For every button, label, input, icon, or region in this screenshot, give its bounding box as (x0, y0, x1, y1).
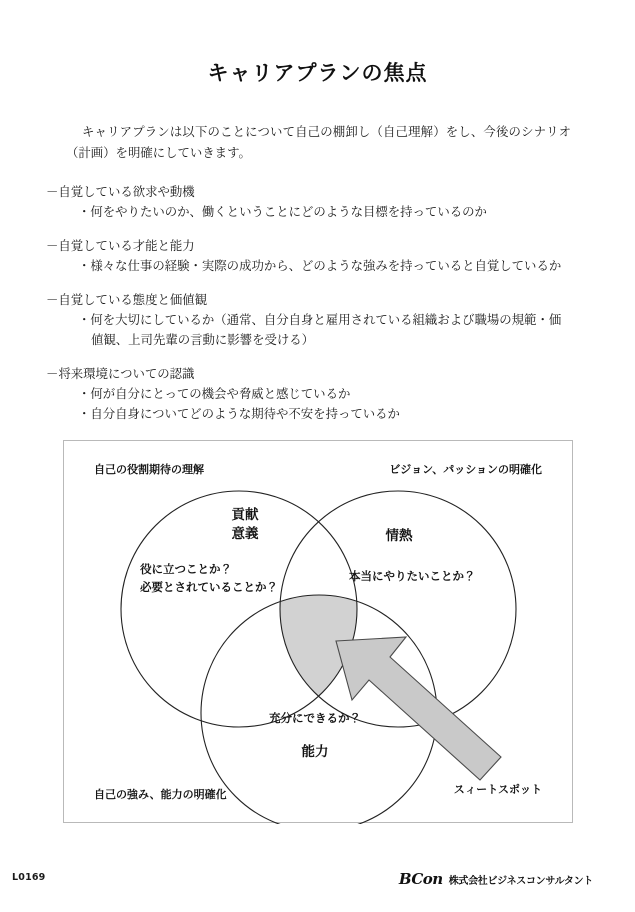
label-bottom-left: 自己の強み、能力の明確化 (94, 788, 227, 801)
circle-ability-question-1: 充分にできるか？ (269, 711, 361, 725)
section-items (46, 310, 591, 350)
list-item-text: ・様々な仕事の経験・実際の成功から、どのような強みを持っていると自覚しているか (78, 259, 562, 273)
page-footer (0, 870, 635, 890)
section-items (46, 256, 591, 276)
intro-paragraph: キャリアプランは以下のことについて自己の棚卸し（自己理解）をし、今後のシナリオ（計画）を明確にしていきます。 (66, 125, 571, 160)
section-environment (46, 364, 591, 424)
list-item (46, 404, 591, 424)
footer-document-code: L0169 (12, 872, 46, 883)
overlap-region-shade (64, 441, 574, 824)
section-heading: －自覚している才能と能力 (46, 239, 195, 253)
venn-diagram-panel (63, 440, 573, 823)
section-heading: －自覚している欲求や動機 (46, 185, 195, 199)
section-heading: －将来環境についての認識 (46, 367, 195, 381)
list-item (46, 256, 591, 276)
circle-contribution-question-2: 必要とされていることか？ (140, 580, 278, 594)
section-talents (46, 236, 591, 276)
sweet-spot-arrow-icon (336, 637, 501, 780)
circle-contribution-heading-1: 貢献 (231, 507, 259, 523)
circle-passion-question-1: 本当にやりたいことか？ (349, 569, 476, 583)
list-item-text: ・何が自分にとっての機会や脅威と感じているか (78, 387, 351, 401)
section-heading: －自覚している態度と価値観 (46, 293, 208, 307)
footer-brand (399, 870, 593, 888)
list-item-text: ・何を大切にしているか（通常、自分自身と雇用されている組織および職場の規範・価 (78, 313, 562, 327)
list-item-continuation: 値観、上司先輩の言動に影響を受ける） (91, 333, 315, 347)
circle-passion-heading-1: 情熱 (385, 528, 413, 544)
bcon-logo-icon: BCon (398, 870, 443, 888)
section-items (46, 384, 591, 424)
page-title: キャリアプランの焦点 (207, 61, 428, 85)
circle-contribution-heading-2: 意義 (231, 526, 259, 542)
label-top-left: 自己の役割期待の理解 (94, 463, 204, 476)
list-item (46, 202, 591, 222)
venn-diagram-svg (64, 441, 574, 824)
label-bottom-right: スィートスポット (453, 783, 542, 796)
circle-ability-heading-1: 能力 (301, 744, 329, 760)
label-top-right: ビジョン、パッションの明確化 (389, 463, 542, 476)
sections-list (46, 182, 591, 438)
list-item (46, 384, 591, 404)
section-values (46, 290, 591, 350)
list-item (46, 310, 591, 350)
section-items (46, 202, 591, 222)
list-item-text: ・何をやりたいのか、働くということにどのような目標を持っているのか (78, 205, 487, 219)
section-desires (46, 182, 591, 222)
list-item-text: ・自分自身についてどのような期待や不安を持っているか (78, 407, 400, 421)
circle-contribution-question-1: 役に立つことか？ (140, 562, 232, 576)
footer-company-name: 株式会社ビジネスコンサルタント (448, 876, 593, 887)
